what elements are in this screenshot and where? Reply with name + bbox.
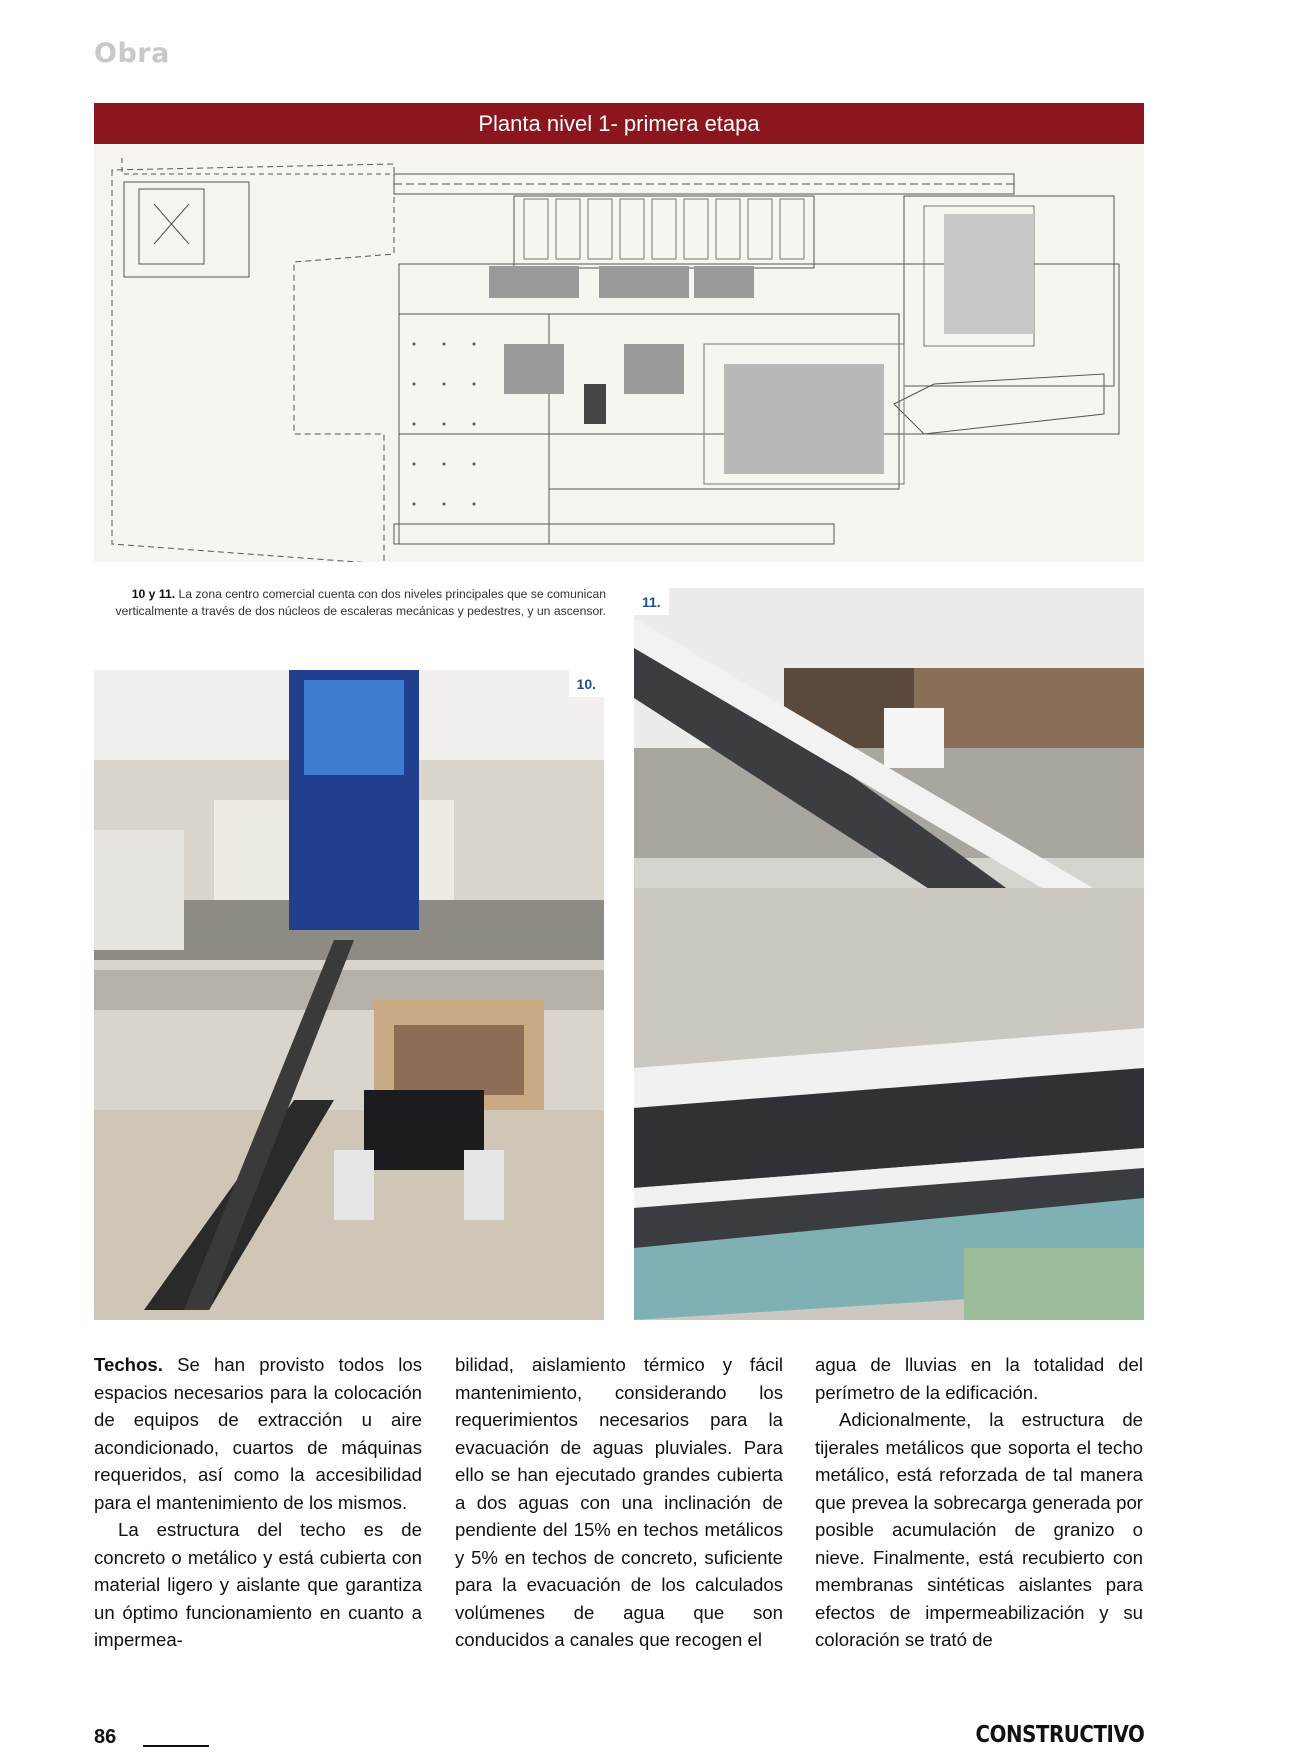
- photo-11-tag: 11.: [634, 588, 669, 615]
- photo-10-tag: 10.: [569, 670, 604, 697]
- paragraph: agua de lluvias en la totalidad del perímetro de la edificación.: [815, 1354, 1143, 1403]
- section-label: Obra: [94, 38, 170, 69]
- figure-caption: [110, 586, 606, 620]
- photo-11-escalators: [634, 588, 1144, 1320]
- paragraph: La estructura del techo es de concreto o metálico y está cubierta con material ligero y aislante que garantiza un óptimo funcionamiento en cuanto a impermea-: [94, 1519, 422, 1650]
- photo-11-image: [634, 588, 1144, 1320]
- paragraph-text: Se han provisto todos los espacios necesarios para la colocación de equipos de extracción u aire acondicionado, cuartos de máquinas requeridos, así como la accesibilidad para el mantenimiento de los mismos.: [94, 1354, 422, 1513]
- body-column-1: [94, 1351, 422, 1654]
- paragraph: Adicionalmente, la estructura de tijerales metálicos que soporta el techo metálico, está reforzada de tal manera que prevea la sobrecarga generada por posible acumulación de granizo o nieve. Finalmente, está recubierto con membranas sintéticas aislantes para efectos de impermeabilización y su coloración se trató de: [815, 1409, 1143, 1650]
- page-number: 86: [94, 1726, 117, 1748]
- photo-10-image: [94, 670, 604, 1320]
- figure-title: Planta nivel 1- primera etapa: [94, 103, 1144, 144]
- photo-10-escalator: [94, 670, 604, 1320]
- caption-label: 10 y 11.: [131, 587, 176, 601]
- body-column-2: [455, 1351, 783, 1654]
- paragraph: bilidad, aislamiento térmico y fácil mantenimiento, considerando los requerimientos necesarios para la evacuación de aguas pluviales. Para ello se han ejecutado grandes cubierta a dos aguas con una inclinación de pendiente del 15% en techos metálicos y 5% en techos de concreto, suficiente para la evacuación de los calculados volúmenes de agua que son conducidos a canales que recogen el: [455, 1354, 783, 1650]
- body-column-3: [815, 1351, 1143, 1654]
- floor-plan: [94, 144, 1144, 562]
- caption-text: La zona centro comercial cuenta con dos niveles principales que se comunican verticalmente a través de dos núcleos de escaleras mecánicas y pedestres, y un ascensor.: [115, 587, 606, 618]
- paragraph: [94, 1351, 422, 1516]
- magazine-brand: CONSTRUCTIVO: [975, 1722, 1144, 1748]
- floor-plan-drawing: [94, 144, 1144, 562]
- page-number-rule: [143, 1745, 209, 1747]
- paragraph-lead: Techos.: [94, 1354, 163, 1375]
